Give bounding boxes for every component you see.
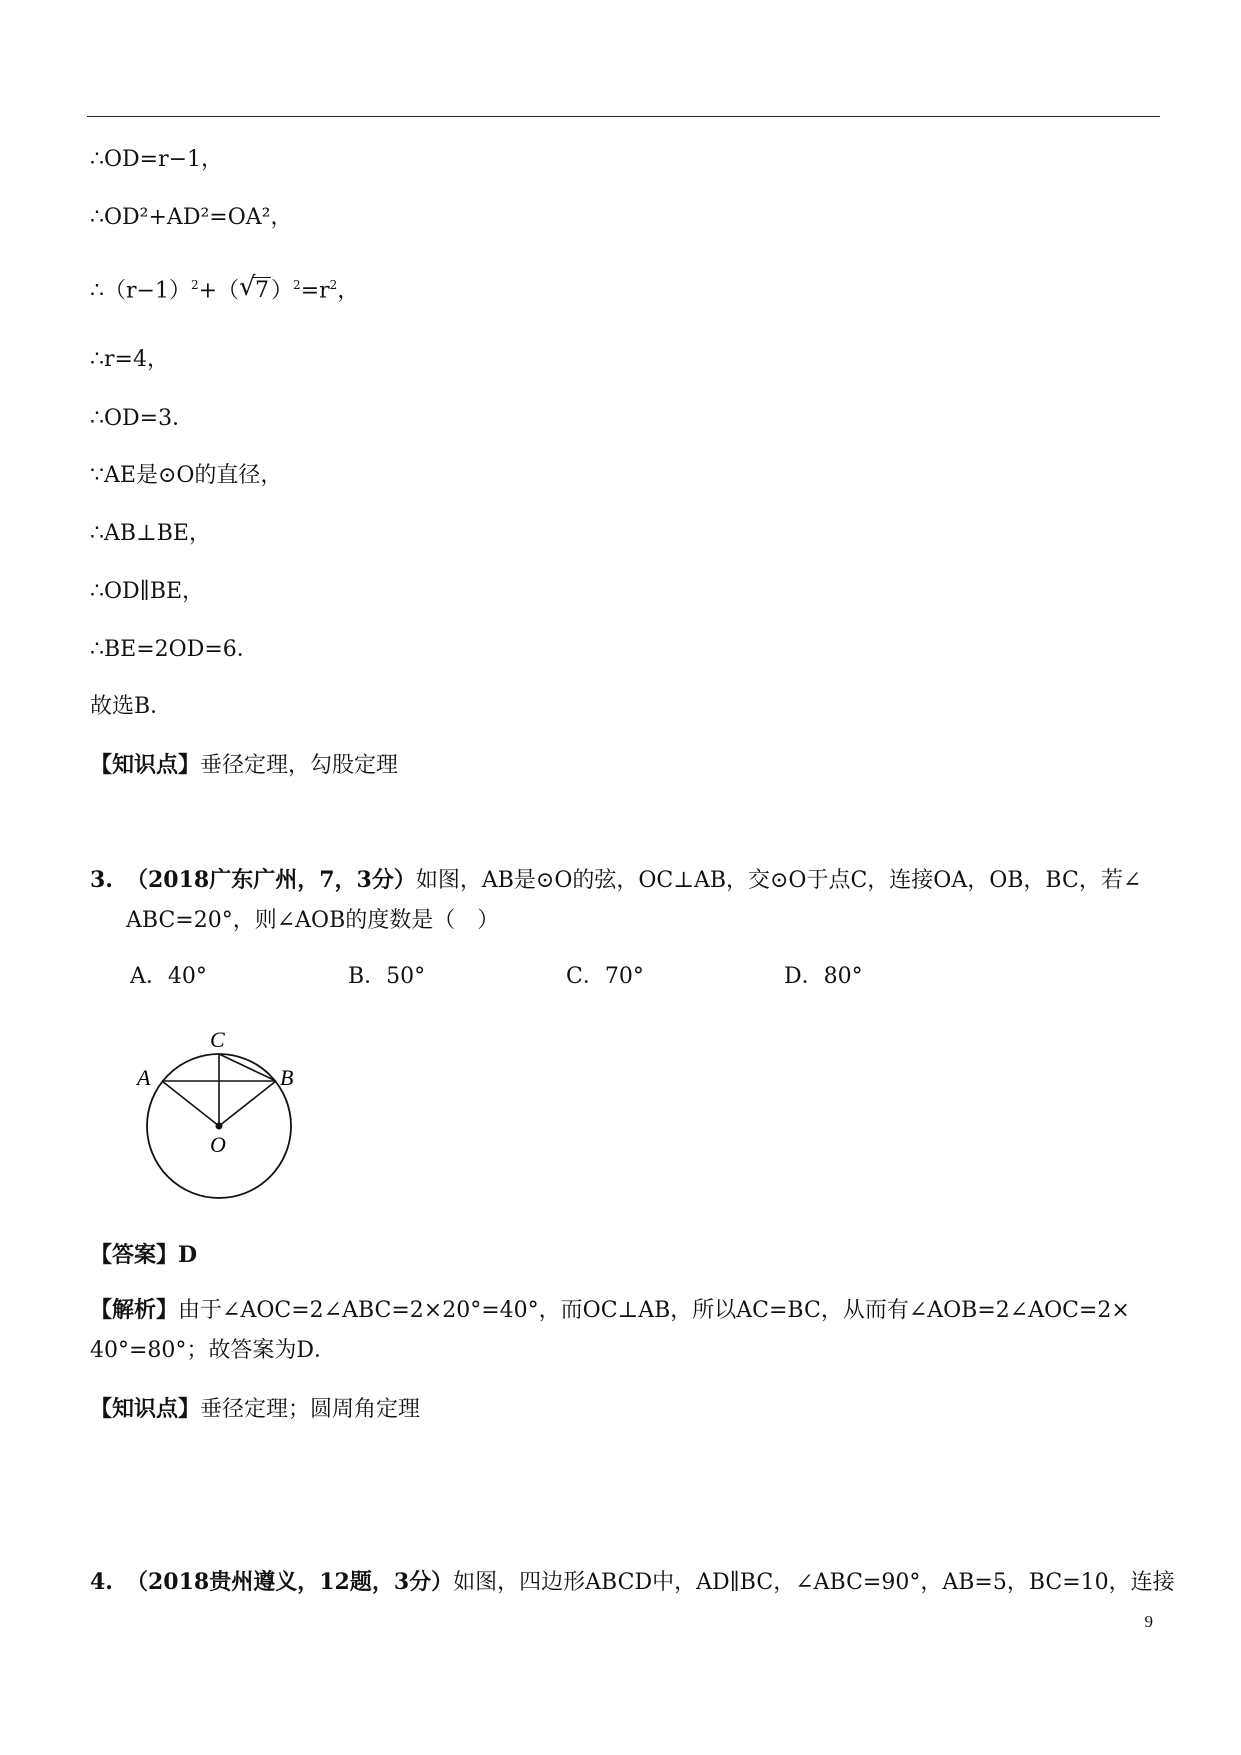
sqrt-symbol: √ 7 (239, 272, 270, 304)
answer-label: 【答案】 (90, 1242, 179, 1268)
eq-post: ） (271, 278, 294, 304)
center-point (216, 1123, 223, 1130)
label-c: C (210, 1027, 225, 1052)
question-4 (90, 1567, 1175, 1598)
knowledge-point-2 (90, 1394, 420, 1425)
label-a: A (137, 1065, 151, 1090)
step-line: ∴OD=r−1， (90, 147, 224, 172)
step-line: ∴BE=2OD=6． (90, 637, 259, 662)
question-text-line2: ABC=20°，则∠AOB的度数是（ ） (126, 908, 500, 933)
sqrt-radicand: 7 (255, 278, 270, 304)
question-text: 如图，四边形ABCD中，AD∥BC，∠ABC=90°，AB=5，BC=10，连接 (453, 1570, 1175, 1595)
choice-a: A．40° (130, 964, 207, 989)
page-number: 9 (1144, 1612, 1153, 1631)
kp-text: 垂径定理，勾股定理 (200, 753, 399, 778)
eq-mid: +（ (198, 278, 240, 304)
question-3 (90, 860, 1170, 941)
knowledge-point-1 (90, 750, 398, 781)
step-line: 故选B． (90, 694, 173, 719)
choice-c: C．70° (566, 964, 644, 989)
label-o: O (210, 1132, 226, 1157)
label-b: B (280, 1065, 294, 1090)
choice-b: B．50° (348, 964, 426, 989)
step-line: ∴OD∥BE， (90, 579, 205, 604)
analysis (90, 1290, 1170, 1371)
question-number: 4. (90, 1569, 113, 1595)
circle-diagram (130, 1025, 310, 1200)
choice-d: D．80° (784, 964, 863, 989)
segment-oa (162, 1081, 219, 1126)
step-line: ∴AB⊥BE， (90, 521, 211, 546)
header-rule (87, 116, 1160, 117)
analysis-line1: 由于∠AOC=2∠ABC=2×20°=40°，而OC⊥AB，所以AC=BC，从而有∠AOB=2∠AOC=2× (178, 1298, 1130, 1323)
answer (90, 1240, 197, 1271)
step-line: ∵AE是⊙O的直径， (90, 463, 283, 488)
step-line: ∴OD=3． (90, 406, 195, 431)
step-equation: $\therefore(r-1)^2+$（ √ $7)^2=r^2$， (90, 270, 359, 306)
question-number: 3. (90, 867, 113, 893)
eq-tail: =r (300, 278, 330, 304)
analysis-label: 【解析】 (90, 1297, 179, 1323)
kp-label: 【知识点】 (90, 1396, 201, 1422)
answer-value: D (178, 1242, 198, 1268)
question-text-line1: 如图，AB是⊙O的弦，OC⊥AB，交⊙O于点C，连接OA，OB，BC，若∠ (415, 868, 1142, 893)
analysis-line2: 40°=80°；故答案为D． (90, 1338, 337, 1363)
step-line: ∴r=4， (90, 347, 169, 372)
question-source: （2018贵州遵义，12题，3分） (126, 1569, 454, 1595)
kp-text: 垂径定理；圆周角定理 (200, 1397, 421, 1422)
question-source: （2018广东广州，7，3分） (126, 867, 416, 893)
segment-bc (219, 1054, 276, 1081)
segment-ob (219, 1081, 276, 1126)
eq-pre: ∴（r−1） (90, 278, 191, 304)
eq-end: ， (337, 278, 360, 304)
step-line: ∴OD²+AD²=OA²， (90, 205, 293, 230)
kp-label: 【知识点】 (90, 752, 201, 778)
